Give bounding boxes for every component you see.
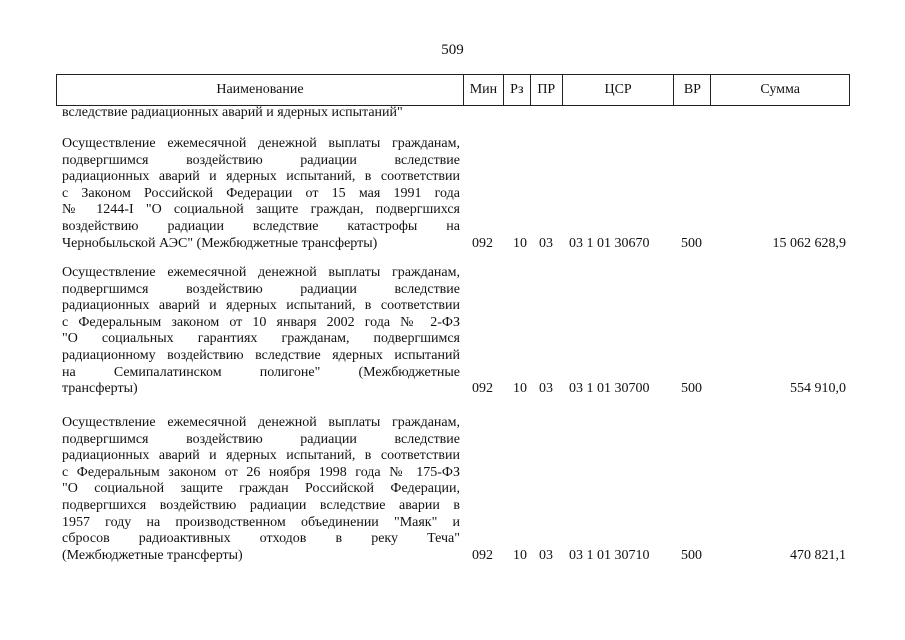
cell-rz: 10 (513, 235, 527, 251)
header-vr: ВР (674, 75, 711, 105)
description-line: радиационному воздействию вследствие ядерных испытаний (62, 347, 460, 363)
table-header (56, 74, 850, 106)
table-row (62, 136, 852, 252)
description-line: радиационных аварий и ядерных испытаний, в соответствии (62, 169, 460, 185)
cell-rz: 10 (513, 381, 527, 397)
description-line: подвергшимся воздействию радиации вследствие (62, 431, 460, 447)
header-csr: ЦСР (563, 75, 675, 105)
description-line: радиационных аварий и ядерных испытаний, в соответствии (62, 298, 460, 314)
description-line: подвергшимся воздействию радиации вследствие (62, 152, 460, 168)
description-line: с Федеральным законом от 10 января 2002 года № 2-ФЗ (62, 314, 460, 330)
page-number: 509 (441, 42, 464, 58)
cell-vr: 500 (681, 547, 702, 563)
description-line: Чернобыльской АЭС" (Межбюджетные трансферты) (62, 235, 378, 251)
description-line: с Федеральным законом от 26 ноября 1998 года № 175-ФЗ (62, 464, 460, 480)
header-name: Наименование (57, 75, 464, 105)
cell-csr: 03 1 01 30670 (569, 235, 650, 251)
continuation-text: вследствие радиационных аварий и ядерных испытаний" (62, 105, 403, 120)
description-line: подвергшихся воздействию радиации вследствие аварии в (62, 497, 460, 513)
table-row (62, 415, 852, 564)
header-rz: Рз (504, 75, 531, 105)
header-min: Мин (464, 75, 504, 105)
description-line: Осуществление ежемесячной денежной выплаты гражданам, (62, 136, 460, 151)
cell-pr: 03 (539, 235, 553, 251)
header-pr: ПР (531, 75, 563, 105)
cell-csr: 03 1 01 30700 (569, 381, 650, 397)
description-line: радиационных аварий и ядерных испытаний, в соответствии (62, 448, 460, 464)
cell-csr: 03 1 01 30710 (569, 547, 650, 563)
table-row (62, 265, 852, 398)
cell-sum: 470 821,1 (790, 547, 846, 563)
description-line: Осуществление ежемесячной денежной выплаты гражданам, (62, 265, 460, 280)
cell-vr: 500 (681, 235, 702, 251)
cell-pr: 03 (539, 547, 553, 563)
description-line: Осуществление ежемесячной денежной выплаты гражданам, (62, 415, 460, 430)
description-line: "О социальной защите граждан Российской Федерации, (62, 481, 460, 497)
cell-pr: 03 (539, 381, 553, 397)
header-sum: Сумма (760, 82, 801, 97)
cell-sum: 554 910,0 (790, 381, 846, 397)
cell-vr: 500 (681, 381, 702, 397)
description-line: на Семипалатинском полигоне" (Межбюджетные (62, 364, 460, 380)
description-line: с Законом Российской Федерации от 15 мая 1991 года (62, 185, 460, 201)
description-line: воздействию радиации вследствие катастрофы на (62, 218, 460, 234)
description-line: сбросов радиоактивных отходов в реку Теча" (62, 531, 460, 547)
cell-min: 092 (472, 381, 493, 397)
row-description (62, 265, 460, 398)
description-line: трансферты) (62, 381, 138, 397)
description-line: "О социальных гарантиях гражданам, подвергшимся (62, 331, 460, 347)
row-description (62, 136, 460, 252)
description-line: (Межбюджетные трансферты) (62, 547, 243, 563)
cell-min: 092 (472, 547, 493, 563)
cell-min: 092 (472, 235, 493, 251)
cell-sum: 15 062 628,9 (772, 235, 846, 251)
description-line: 1957 году на производственном объединении "Маяк" и (62, 514, 460, 530)
description-line: подвергшимся воздействию радиации вследствие (62, 281, 460, 297)
cell-rz: 10 (513, 547, 527, 563)
description-line: № 1244-I "О социальной защите граждан, подвергшихся (62, 202, 460, 218)
row-description (62, 415, 460, 564)
